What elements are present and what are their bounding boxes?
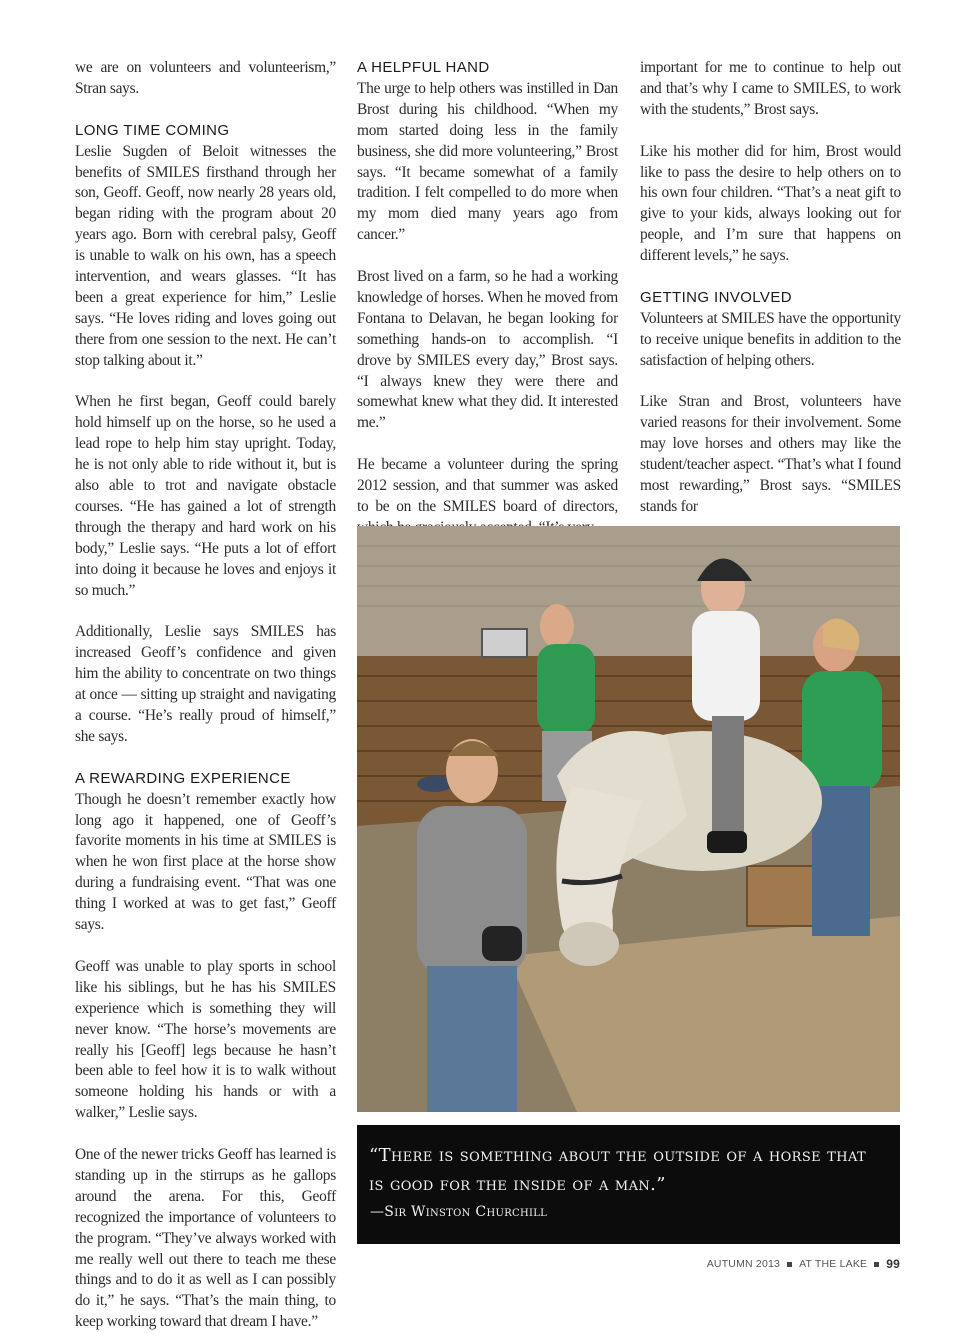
paragraph: Brost lived on a farm, so he had a working knowledge of horses. When he moved from Fontana to Delavan, he began looking for something hands-on to accomplish. “I drove by SMILES every day,” Brost says. “I always knew they were there and somewhat knew what they did. It interested me.”: [357, 268, 618, 432]
paragraph: He became a volunteer during the spring 2012 session, and that summer was asked to be on the SMILES board of directors,: [357, 456, 618, 515]
section-heading-rewarding-experience: A REWARDING EXPERIENCE: [75, 769, 291, 787]
footer-issue: AUTUMN 2013: [706, 1258, 781, 1270]
paragraph: Leslie Sugden of Beloit witnesses the benefits of SMILES firsthand through her son, Geoff. Geoff, now nearly 28 years old, began riding with the program about 20 years ago. Born with cerebral palsy, Geoff is unable to walk on his own, has a speech intervention, and wears glasses. “It has been a great experience for him,” Leslie says. “He loves riding and loves going out there from one session to the next. He can’t stop talking about it.”: [75, 142, 336, 369]
footer-magazine-name: AT THE LAKE: [799, 1258, 868, 1270]
page-number: 99: [886, 1257, 900, 1271]
pull-quote-box: [357, 1125, 900, 1244]
pull-quote-text: “There is something about the outside of a horse that is good for the inside of a man.”: [369, 1145, 867, 1195]
paragraph: One of the newer tricks Geoff has learned is standing up in the stirrups as he gallops around the arena. For this, Geoff recognized the importance of volunteers to the program. “They’ve always worked with me really well out there to teach me these things and to do it as well as I can possibly do it,” he says. “That’s the main thing, to keep working toward that dream I have.”: [75, 1146, 336, 1331]
section-heading-long-time-coming: LONG TIME COMING: [75, 121, 230, 139]
article-photo: [357, 526, 900, 1112]
page-footer: [707, 1257, 900, 1271]
paragraph: we are on volunteers and volunteerism,” Stran says.: [75, 59, 336, 97]
paragraph: Volunteers at SMILES have the opportunity to receive unique benefits in addition to the satisfaction of helping others.: [640, 309, 901, 369]
section-heading-getting-involved: GETTING INVOLVED: [640, 288, 792, 306]
article-column-1: [75, 58, 336, 1333]
paragraph: The urge to help others was instilled in Dan Brost during his childhood. “When my mom started doing less in the family business, she did more volunteering,” Brost says. “It became somewhat of a family tradition. I felt compelled to do more when my mom died many years ago from cancer.”: [357, 79, 618, 244]
paragraph: When he first began, Geoff could barely hold himself up on the horse, so he used a lead rope to help him stay upright. Today, he is not only able to ride without it, but is also able to trot and navigate obstacle courses. “He has gained a lot of strength through the therapy and hard work on his body,” Leslie says. “He puts a lot of effort into doing it because he loves and enjoys it so much.”: [75, 393, 336, 599]
article-column-3: [640, 58, 901, 518]
pull-quote-attribution: —Sir Winston Churchill: [370, 1204, 548, 1220]
article-column-2: [357, 58, 618, 539]
paragraph: Like Stran and Brost, volunteers have varied reasons for their involvement. Some may love horses and others may like the student/teacher aspect. “That’s what I found most rewarding,” Brost says. “SMILES stands for: [640, 393, 901, 515]
paragraph: important for me to continue to help out and that’s why I came to SMILES, to work with the students,” Brost says.: [640, 59, 901, 118]
photo-illustration: [357, 526, 900, 1112]
paragraph: Geoff was unable to play sports in school like his siblings, but he has his SMILES experience which is something they will never know. “The horse’s movements are really his [Geoff] legs because he hasn’t been able to feel how it is to walk without someone holding his hands or with a walker,” Leslie says.: [75, 957, 336, 1122]
paragraph: Additionally, Leslie says SMILES has increased Geoff’s confidence and given him the ability to concentrate on two things at once — sitting up straight and navigating a course. “He’s really proud of himself,” she says.: [75, 623, 336, 745]
section-heading-helpful-hand: A HELPFUL HAND: [357, 59, 490, 76]
square-bullet-icon: [874, 1262, 879, 1267]
paragraph: Like his mother did for him, Brost would like to pass the desire to help others on to his own four children. “That’s a neat gift to give to your kids, always looking out for people, and I’m sure that happens on different levels,” he says.: [640, 142, 901, 265]
square-bullet-icon: [787, 1262, 792, 1267]
paragraph: Though he doesn’t remember exactly how long ago it happened, one of Geoff’s favorite moments in his time at SMILES is when he won first place at the horse show during a fundraising event. “That was one thing I worked at was to get fast,” Geoff says.: [75, 790, 336, 934]
